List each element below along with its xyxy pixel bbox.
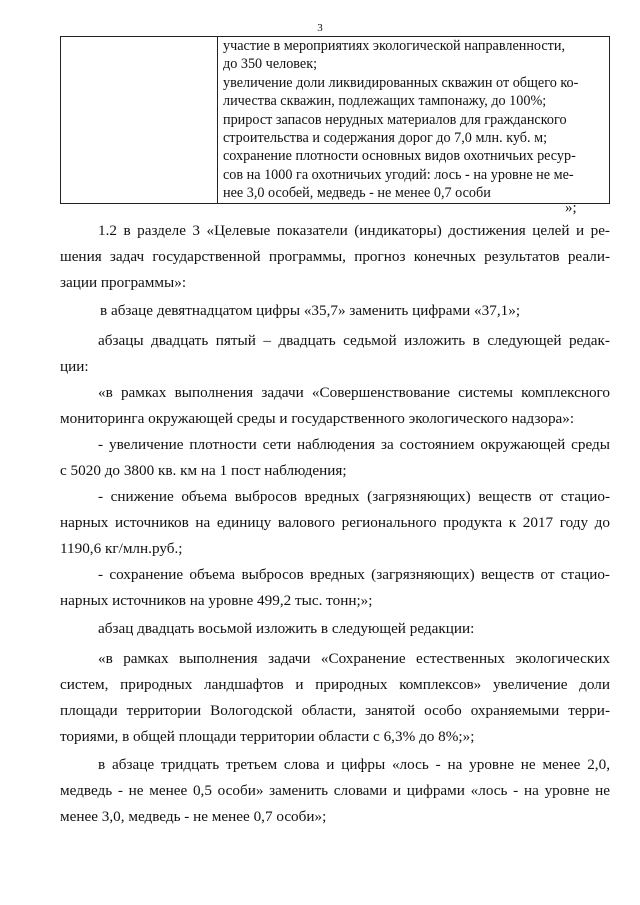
paragraph-line: медведь - не менее 0,5 особи» заменить словами и цифрами «лось - на уровне не — [60, 782, 610, 799]
paragraph-25-27-abzacs — [60, 328, 610, 380]
paragraph-line: 1.2 в разделе 3 «Целевые показатели (индикаторы) достижения целей и ре- — [98, 222, 610, 239]
paragraph-line: 1190,6 кг/млн.руб.; — [60, 540, 183, 557]
paragraph-line: мониторинга окружающей среды и государственного экологического надзора»: — [60, 410, 575, 427]
paragraph-line: в абзаце девятнадцатом цифры «35,7» заменить цифрами «37,1»; — [100, 302, 521, 319]
table-cell-line: прирост запасов нерудных материалов для гражданского — [223, 111, 567, 128]
paragraph-monitoring-task — [60, 380, 610, 432]
paragraph-line: «в рамках выполнения задачи «Совершенствование системы комплексного — [98, 384, 610, 401]
paragraph-19th-abzac — [60, 298, 610, 324]
paragraph-line: менее 3,0, медведь - не менее 0,7 особи»; — [60, 808, 327, 825]
paragraph-line: - снижение объема выбросов вредных (загрязняющих) веществ от стацио- — [98, 488, 610, 505]
table-cell-line: личества скважин, подлежащих тампонажу, до 100%; — [223, 93, 547, 110]
table-cell-line: сохранение плотности основных видов охотничьих ресур- — [223, 148, 576, 165]
paragraph-line: шения задач государственной программы, прогноз конечных результатов реали- — [60, 248, 610, 265]
paragraph-line: в абзаце тридцать третьем слова и цифры «лось - на уровне не менее 2,0, — [98, 756, 610, 773]
indicators-table-continuation — [60, 36, 610, 204]
paragraph-line: ториями, в общей площади территории области с 6,3% до 8%;»; — [60, 728, 475, 745]
paragraph-line: ции: — [60, 358, 89, 375]
paragraph-line: абзац двадцать восьмой изложить в следующей редакции: — [98, 620, 475, 637]
paragraph-section-1-2 — [60, 218, 610, 296]
paragraph-line: абзацы двадцать пятый – двадцать седьмой изложить в следующей редак- — [98, 332, 610, 349]
table-cell-line: нее 3,0 особей, медведь - не менее 0,7 особи — [223, 185, 491, 202]
table-cell-line: строительства и содержания дорог до 7,0 млн. куб. м; — [223, 130, 548, 147]
table-cell-right — [218, 37, 610, 204]
paragraph-line: «в рамках выполнения задачи «Сохранение естественных экологических — [98, 650, 610, 667]
paragraph-line: - увеличение плотности сети наблюдения за состоянием окружающей среды — [98, 436, 610, 453]
paragraph-line: систем, природных ландшафтов и природных комплексов» увеличение доли — [60, 676, 610, 693]
paragraph-ecosystems-task — [60, 646, 610, 750]
paragraph-emission-reduction — [60, 484, 610, 562]
closing-quote: »; — [565, 200, 577, 216]
table-row — [61, 37, 610, 204]
paragraph-28th-abzac — [60, 616, 610, 642]
table-cell-line: увеличение доли ликвидированных скважин от общего ко- — [223, 74, 579, 91]
paragraph-33rd-abzac — [60, 752, 610, 830]
page-number: 3 — [317, 22, 323, 34]
table-cell-line: до 350 человек; — [223, 56, 318, 73]
table-cell-line: участие в мероприятиях экологической направленности, — [223, 38, 566, 54]
paragraph-line: - сохранение объема выбросов вредных (загрязняющих) веществ от стацио- — [98, 566, 610, 583]
table-cell-line: сов на 1000 га охотничьих угодий: лось - на уровне не ме- — [223, 166, 574, 183]
table-cell-left — [61, 37, 218, 204]
paragraph-line: зации программы»: — [60, 274, 187, 291]
paragraph-observation-density — [60, 432, 610, 484]
paragraph-line: нарных источников на уровне 499,2 тыс. тонн;»; — [60, 592, 373, 609]
paragraph-line: площади территории Вологодской области, занятой особо охраняемыми терри- — [60, 702, 610, 719]
paragraph-line: нарных источников на единицу валового регионального продукта к 2017 году до — [60, 514, 610, 531]
paragraph-emission-preservation — [60, 562, 610, 614]
paragraph-line: с 5020 до 3800 кв. км на 1 пост наблюдения; — [60, 462, 347, 479]
